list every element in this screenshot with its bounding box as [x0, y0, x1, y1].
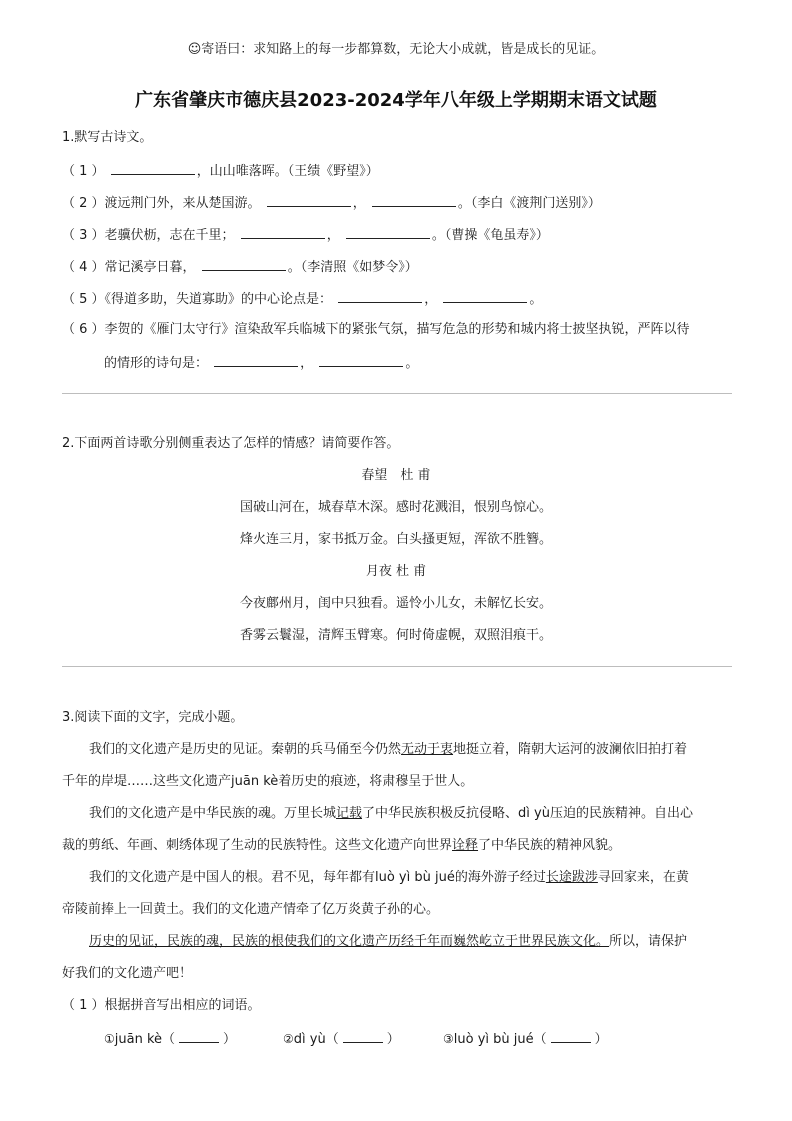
text: 寻回家来，在黄 [597, 870, 689, 885]
separator: ， [300, 356, 314, 371]
item-source: 。 [405, 356, 419, 371]
answer-blank[interactable] [346, 226, 430, 239]
q1-item-5 [62, 290, 542, 308]
divider [62, 666, 732, 667]
paren-close: ） [594, 1032, 608, 1047]
q1-item-1 [62, 162, 379, 180]
passage-para4-line2: 好我们的文化遗产吧！ [62, 966, 193, 981]
text: 地挺立着，隋朝大运河的波澜依旧拍打着 [453, 742, 688, 757]
item-text: 李贺的《雁门太守行》渲染敌军兵临城下的紧张气氛，描写危急的形势和城内将士披坚执锐，严阵以待 [104, 322, 690, 337]
passage-para2-line2 [62, 838, 621, 854]
poem1-title: 春望 杜 甫 [361, 468, 431, 483]
item-num: （ 4 ） [62, 260, 105, 275]
text: 了中华民族积极反抗侵略、dì yù压迫的民族精神。自出心 [362, 806, 693, 821]
pinyin-item-2 [283, 1030, 400, 1048]
item-text: 老骥伏枥，志在千里； [104, 228, 235, 243]
item-text: 《得道多助，失道寡助》的中心论点是： [104, 292, 333, 307]
text: 了中华民族的精神风貌。 [478, 838, 622, 853]
passage-para2-line1 [89, 806, 693, 822]
item-num: （ 3 ） [62, 228, 105, 243]
answer-blank[interactable] [214, 354, 298, 367]
answer-blank[interactable] [372, 194, 456, 207]
text: 所以，请保护 [609, 934, 688, 949]
pinyin: luò yì bù jué（ [453, 1032, 547, 1047]
passage-para1-line2: 千年的岸堤……这些文化遗产juān kè着历史的痕迹，将肃穆呈于世人。 [62, 774, 474, 789]
circle-number: ③ [443, 1032, 454, 1046]
q2-heading: 2.下面两首诗歌分别侧重表达了怎样的情感？请简要作答。 [62, 436, 400, 451]
item-source: 。（李白《渡荆门送别》） [457, 196, 601, 211]
answer-blank[interactable] [443, 290, 527, 303]
answer-blank[interactable] [338, 290, 422, 303]
paren-close: ） [386, 1032, 400, 1047]
passage-para3-line1 [89, 870, 689, 886]
motto: ☺寄语曰：求知路上的每一步都算数，无论大小成就，皆是成长的见证。 [187, 42, 605, 57]
answer-blank[interactable] [179, 1030, 219, 1043]
text: 我们的文化遗产是中国人的根。君不见，每年都有luò yì bù jué的海外游子经过 [89, 870, 546, 885]
text: 裁的剪纸、年画、刺绣体现了生动的民族特性。这些文化遗产向世界 [62, 838, 453, 853]
answer-blank[interactable] [551, 1030, 591, 1043]
underlined-word: 记载 [336, 806, 363, 821]
poem2-line2: 香雾云鬟湿，清辉玉臂寒。何时倚虚幌，双照泪痕干。 [239, 628, 552, 643]
underlined-word: 无动于衷 [401, 742, 454, 757]
answer-blank[interactable] [111, 162, 195, 175]
circle-number: ① [104, 1032, 115, 1046]
q3-heading: 3.阅读下面的文字，完成小题。 [62, 710, 244, 725]
separator: ， [424, 292, 438, 307]
q1-item-6-line2 [104, 354, 418, 372]
q1-item-6 [62, 322, 690, 338]
item-text: 常记溪亭日暮， [104, 260, 196, 275]
q1-heading: 1.默写古诗文。 [62, 130, 153, 145]
answer-blank[interactable] [241, 226, 325, 239]
separator: ， [352, 196, 366, 211]
poem2-title: 月夜 杜 甫 [365, 564, 427, 579]
item-source: 。（李清照《如梦令》） [287, 260, 418, 275]
item-num: （ 5 ） [62, 292, 105, 307]
answer-blank[interactable] [343, 1030, 383, 1043]
circle-number: ② [283, 1032, 294, 1046]
q1-item-3 [62, 226, 549, 244]
underlined-sentence: 历史的见证，民族的魂，民族的根使我们的文化遗产历经千年而巍然屹立于世界民族文化。 [89, 934, 610, 949]
paren-close: ） [223, 1032, 237, 1047]
poem1-line1: 国破山河在，城春草木深。感时花溅泪，恨别鸟惊心。 [239, 500, 552, 515]
item-num: （ 2 ） [62, 196, 105, 211]
item-source: 。 [529, 292, 543, 307]
answer-blank[interactable] [267, 194, 351, 207]
item-text: 渡远荆门外，来从楚国游。 [104, 196, 261, 211]
item-num: （ 1 ） [62, 164, 105, 179]
poem1-line2: 烽火连三月，家书抵万金。白头搔更短，浑欲不胜簪。 [239, 532, 552, 547]
passage-para4-line1 [89, 934, 687, 950]
item-text: 的情形的诗句是： [104, 356, 209, 371]
answer-blank[interactable] [319, 354, 403, 367]
item-num: （ 6 ） [62, 322, 105, 337]
passage-para1-line1 [89, 742, 687, 758]
underlined-word: 长途跋涉 [545, 870, 598, 885]
q1-item-4 [62, 258, 418, 276]
poem2-line1: 今夜鄜州月，闺中只独看。遥怜小儿女，未解忆长安。 [239, 596, 552, 611]
item-source: 。（曹操《龟虽寿》） [431, 228, 549, 243]
text: 我们的文化遗产是中华民族的魂。万里长城 [89, 806, 337, 821]
q1-item-2 [62, 194, 601, 212]
item-text: ，山山唯落晖。（王绩《野望》） [196, 164, 379, 179]
pinyin-item-3 [443, 1030, 608, 1048]
page-title: 广东省肇庆市德庆县2023-2024学年八年级上学期期末语文试题 [135, 90, 657, 111]
pinyin: juān kè（ [114, 1032, 176, 1047]
text: 我们的文化遗产是历史的见证。秦朝的兵马俑至今仍然 [89, 742, 402, 757]
divider [62, 393, 732, 394]
underlined-word: 诠释 [452, 838, 479, 853]
separator: ， [326, 228, 340, 243]
answer-blank[interactable] [202, 258, 286, 271]
passage-para3-line2: 帝陵前捧上一回黄土。我们的文化遗产情牵了亿万炎黄子孙的心。 [62, 902, 440, 917]
pinyin: dì yù（ [293, 1032, 339, 1047]
q3-sub1: （ 1 ）根据拼音写出相应的词语。 [62, 998, 261, 1013]
pinyin-item-1 [104, 1030, 236, 1048]
